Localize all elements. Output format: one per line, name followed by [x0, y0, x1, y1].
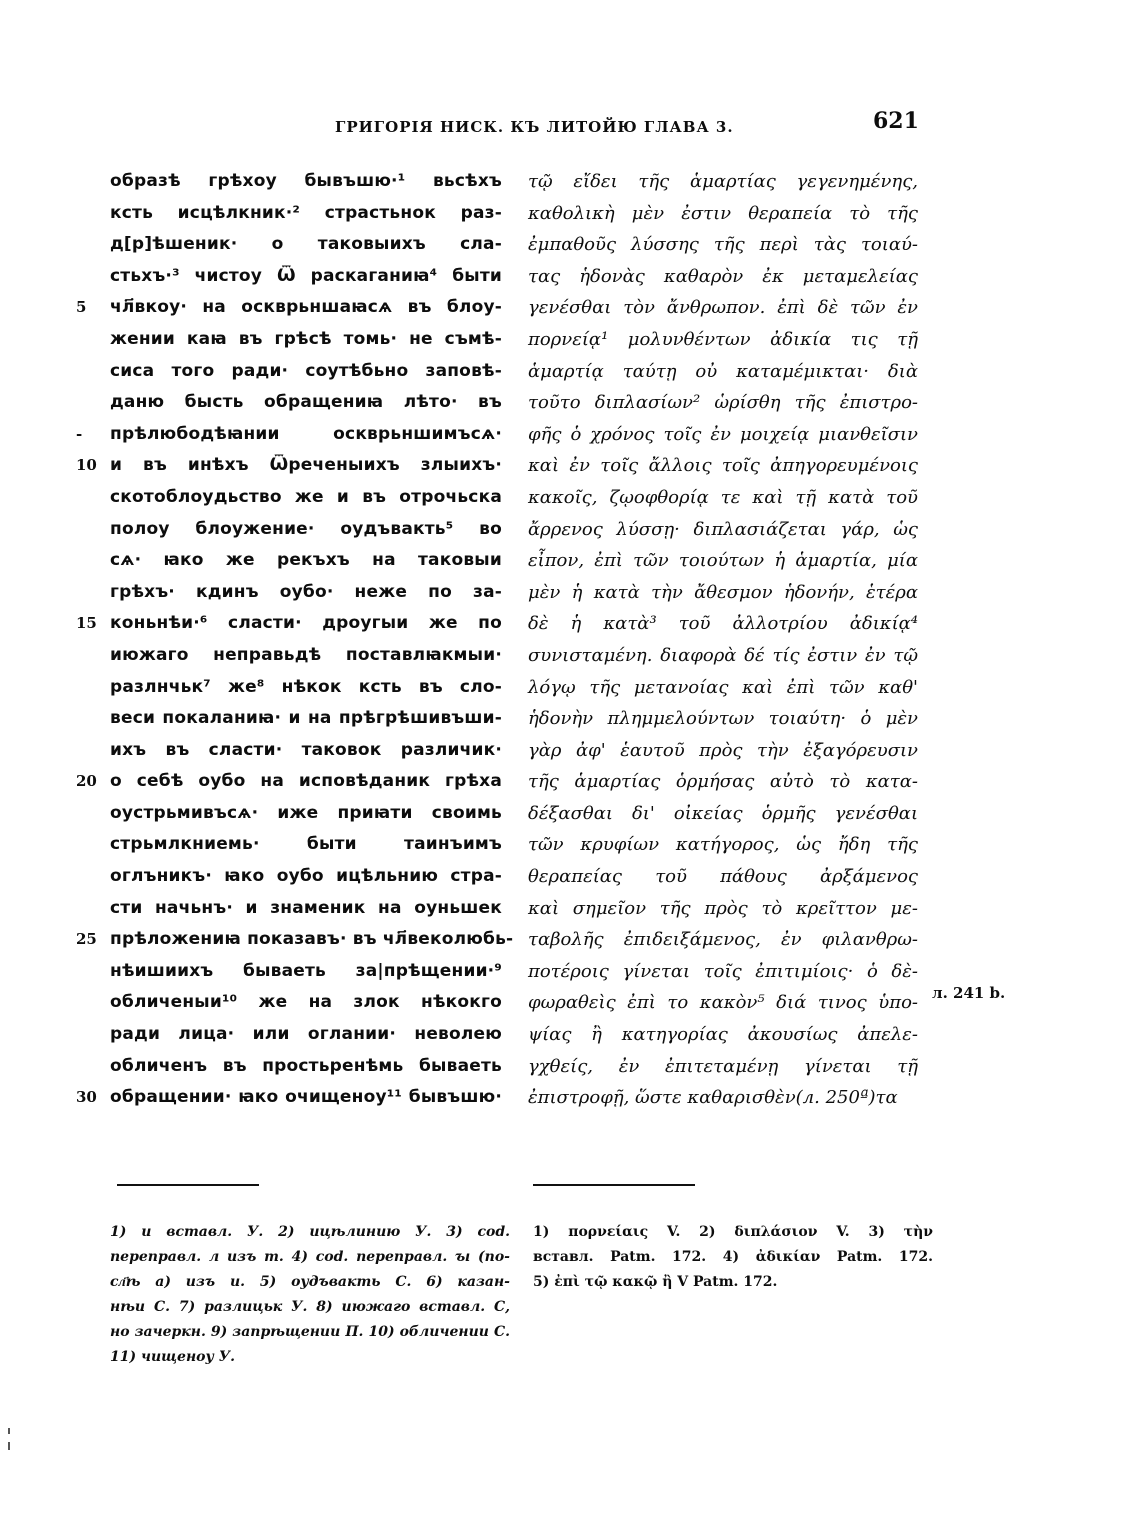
slavonic-line	[110, 672, 502, 704]
line-text: о себѣ оубо на исповѣданик грѣха	[110, 771, 502, 792]
slavonic-line	[110, 229, 502, 261]
line-text: ради лица· или оглании· неволею	[110, 1024, 502, 1045]
greek-line: λόγῳ τῆς μετανοίας καὶ ἐπὶ τῶν καθ'	[528, 676, 918, 698]
slavonic-line	[110, 198, 502, 230]
slavonic-line	[110, 640, 502, 672]
line-number: 10	[76, 456, 97, 475]
footnote-line: нѣи С. 7) разлицьк У. 8) июжаго вставл. С,	[110, 1299, 510, 1315]
line-text: скотоблоудьство же и въ отрочьска	[110, 486, 502, 507]
footnote-line: сл҃ѣ а) изъ и. 5) оудъвакть С. 6) казан-	[110, 1274, 510, 1290]
footnote-line: переправл. л изъ т. 4) cod. переправл. ꙑ (по-	[110, 1249, 510, 1265]
slavonic-line	[110, 893, 502, 925]
footnote-line: 11) чищеноу У.	[110, 1349, 235, 1365]
line-text: прѣложениꙗ показавъ· въ чл҃веколюбь-	[110, 929, 514, 950]
line-text: обращении· ꙗко очищеноу¹¹ бывъшю·	[110, 1087, 502, 1108]
footnote-line: 1) и вставл. У. 2) ицѣлинию У. 3) cod.	[110, 1224, 510, 1240]
line-number: 30	[76, 1088, 97, 1107]
header-title: ГРИГОРІЯ НИСК. КЪ ЛИТОЙЮ ГЛАВА 3.	[335, 118, 734, 136]
greek-line: φωραθεὶς ἐπὶ το κακὸν⁵ διά τινος ὑπο-	[528, 992, 918, 1014]
slavonic-line	[76, 292, 502, 324]
scan-mark	[8, 1428, 10, 1434]
line-number: -	[76, 424, 83, 443]
line-text: чл҃вкоу· на оскврьншаꙗсѧ въ блоу-	[110, 297, 502, 318]
line-text: обличеныи¹⁰ же на злок нѣкокго	[110, 992, 502, 1013]
greek-line: ἐπιστροφῇ, ὥστε καθαρισθὲν(л. 250ª)τα	[528, 1087, 898, 1109]
greek-line: γὰρ ἀφ' ἑαυτοῦ πρὸς τὴν ἐξαγόρευσιν	[528, 739, 918, 761]
greek-line: τας ἡδονὰς καθαρὸν ἐκ μεταμελείας	[528, 265, 918, 287]
line-text: д[р]ѣшеник· о таковыихъ сла-	[110, 234, 502, 255]
slavonic-line	[110, 735, 502, 767]
slavonic-line	[110, 261, 502, 293]
line-number: 15	[76, 614, 97, 633]
line-text: оглъникъ· ꙗко оубо ицѣльнию стра-	[110, 866, 502, 887]
slavonic-line	[76, 450, 502, 482]
line-text: прѣлюбодѣꙗнии оскврьншимъсѧ·	[110, 423, 502, 444]
line-text: нѣишиихъ бываеть за|прѣщении·⁹	[110, 960, 502, 981]
line-text: оустрьмивъсѧ· иже приꙗти своимь	[110, 802, 502, 823]
line-text: коньнѣи·⁶ сласти· дроугыи же по	[110, 613, 502, 634]
greek-line: θεραπείας τοῦ πάθους ἀρξάμενος	[528, 866, 918, 888]
slavonic-line	[110, 829, 502, 861]
greek-line: δὲ ἡ κατὰ³ τοῦ ἀλλοτρίου ἀδικίᾳ⁴	[528, 613, 918, 635]
greek-line: μὲν ἡ κατὰ τὴν ἄθεσμον ἡδονήν, ἑτέρα	[528, 581, 918, 603]
footnote-rule-right	[533, 1184, 695, 1186]
greek-line: τῶν κρυφίων κατήγορος, ὡς ἤδη τῆς	[528, 834, 918, 856]
footnote-rule-left	[117, 1184, 259, 1186]
greek-line: πορνείᾳ¹ μολυνθέντων ἀδικία τις τῇ	[528, 328, 918, 350]
slavonic-line	[110, 577, 502, 609]
greek-line: ἄρρενος λύσσῃ· διπλασιάζεται γάρ, ὡς	[528, 518, 918, 540]
greek-line: συνισταμένη. διαφορὰ δέ τίς ἐστιν ἐν τῷ	[528, 644, 918, 666]
greek-line: γχθείς, ἐν ἐπιτεταμένῃ γίνεται τῇ	[528, 1055, 918, 1077]
line-text: полоу блоужение· оудъвакть⁵ во	[110, 518, 502, 539]
line-text: и въ инѣхъ Ѿреченыихъ злыихъ·	[110, 455, 502, 476]
slavonic-line	[76, 924, 514, 956]
greek-line: δέξασθαι δι' οἰκείας ὁρμῆς γενέσθαι	[528, 802, 918, 824]
slavonic-line	[110, 987, 502, 1019]
slavonic-line	[110, 514, 502, 546]
line-text: сиса того ради· соутѣбьно заповѣ-	[110, 360, 502, 381]
greek-line: καὶ σημεῖον τῆς πρὸς τὸ κρεῖττον με-	[528, 897, 918, 919]
footnote-line: 1) πορνείαις V. 2) διπλάσιον V. 3) τὴν	[533, 1224, 933, 1240]
greek-line: ἁμαρτίᾳ ταύτῃ οὐ καταμέμικται· διὰ	[528, 360, 918, 382]
greek-line: καὶ ἐν τοῖς ἄλλοις τοῖς ἀπηγορευμένοις	[528, 455, 918, 477]
greek-line: ψίας ἢ κατηγορίας ἀκουσίως ἀπελε-	[528, 1024, 918, 1046]
footnotes-left	[110, 1220, 510, 1370]
footnote-line: вставл. Patm. 172. 4) ἀδικίαν Patm. 172.	[533, 1249, 933, 1265]
line-text: веси покаланиꙗ· и на прѣгрѣшивъши-	[110, 708, 502, 729]
line-text: стьхъ·³ чистоу Ѿ раскаганиꙗ⁴ быти	[110, 265, 502, 286]
line-number: 25	[76, 930, 97, 949]
line-text: ксть исцѣлкник·² страстьнок раз-	[110, 202, 502, 223]
church-slavonic-column	[76, 166, 530, 1114]
slavonic-line	[110, 703, 502, 735]
line-text: жении каꙗ въ грѣсѣ томь· не съмѣ-	[110, 328, 502, 349]
margin-folio-note: л. 241 b.	[932, 984, 1006, 1002]
slavonic-line	[110, 1051, 502, 1083]
greek-line: ἐμπαθοῦς λύσσης τῆς περὶ τὰς τοιαύ-	[528, 234, 918, 256]
line-text: ихъ въ сласти· таковок различик·	[110, 739, 502, 760]
slavonic-line	[110, 798, 502, 830]
footnote-line: но зачеркн. 9) запрѣщении П. 10) обличении С.	[110, 1324, 510, 1340]
greek-line: τοῦτο διπλασίων² ὡρίσθη τῆς ἐπιστρο-	[528, 392, 918, 414]
greek-line: ἡδονὴν πλημμελούντων τοιαύτη· ὁ μὲν	[528, 708, 918, 730]
slavonic-line	[110, 324, 502, 356]
running-header	[335, 108, 935, 148]
scan-mark	[8, 1442, 10, 1450]
greek-line: εἶπον, ἐπὶ τῶν τοιούτων ἡ ἁμαρτία, μία	[528, 550, 918, 572]
line-text: разлнчьк⁷ же⁸ нѣкок ксть въ сло-	[110, 676, 502, 697]
line-text: стрьмлкниемь· быти таинъимъ	[110, 834, 502, 855]
line-text: сѧ· ꙗко же рекъхъ на таковыи	[110, 550, 502, 571]
slavonic-line	[110, 545, 502, 577]
slavonic-line	[76, 1082, 502, 1114]
greek-line: γενέσθαι τὸν ἄνθρωπον. ἐπὶ δὲ τῶν ἐν	[528, 297, 918, 319]
greek-line: κακοῖς, ζῳοφθορίᾳ τε καὶ τῇ κατὰ τοῦ	[528, 486, 918, 508]
slavonic-line	[110, 356, 502, 388]
greek-line: τῷ εἴδει τῆς ἁμαρτίας γεγενημένης,	[528, 171, 918, 192]
greek-line: ποτέροις γίνεται τοῖς ἐπιτιμίοις· ὁ δὲ-	[528, 960, 918, 982]
slavonic-line	[76, 608, 502, 640]
page-number: 621	[873, 108, 919, 134]
slavonic-line	[76, 766, 502, 798]
footnote-line: 5) ἐπὶ τῷ κακῷ ἢ V Patm. 172.	[533, 1274, 778, 1290]
slavonic-line	[110, 861, 502, 893]
line-text: образѣ грѣхоу бывъшю·¹ вьсѣхъ	[110, 171, 502, 191]
slavonic-line	[76, 419, 502, 451]
footnotes-right	[533, 1220, 933, 1295]
line-text: даню бысть обращениꙗ лѣто· въ	[110, 392, 502, 413]
line-number: 20	[76, 772, 97, 791]
greek-column	[528, 166, 928, 1114]
line-number: 5	[76, 298, 87, 317]
greek-line: ταβολῆς ἐπιδειξάμενος, ἐν φιλανθρω-	[528, 929, 918, 951]
slavonic-line	[110, 387, 502, 419]
slavonic-line	[110, 482, 502, 514]
slavonic-line	[110, 166, 502, 198]
greek-line: καθολικὴ μὲν ἐστιν θεραπεία τὸ τῆς	[528, 202, 918, 224]
slavonic-line	[110, 1019, 502, 1051]
slavonic-line	[110, 956, 502, 988]
line-text: обличенъ въ простьренѣмь бываеть	[110, 1055, 502, 1076]
line-text: грѣхъ· кдинъ оубо· неже по за-	[110, 581, 502, 602]
line-text: сти начьнъ· и знаменик на оуньшек	[110, 897, 502, 918]
greek-line: τῆς ἁμαρτίας ὁρμήσας αὐτὸ τὸ κατα-	[528, 771, 918, 793]
greek-line: φῆς ὁ χρόνος τοῖς ἐν μοιχείᾳ μιανθεῖσιν	[528, 423, 918, 445]
line-text: июжаго неправьдѣ поставлꙗкмыи·	[110, 644, 502, 665]
